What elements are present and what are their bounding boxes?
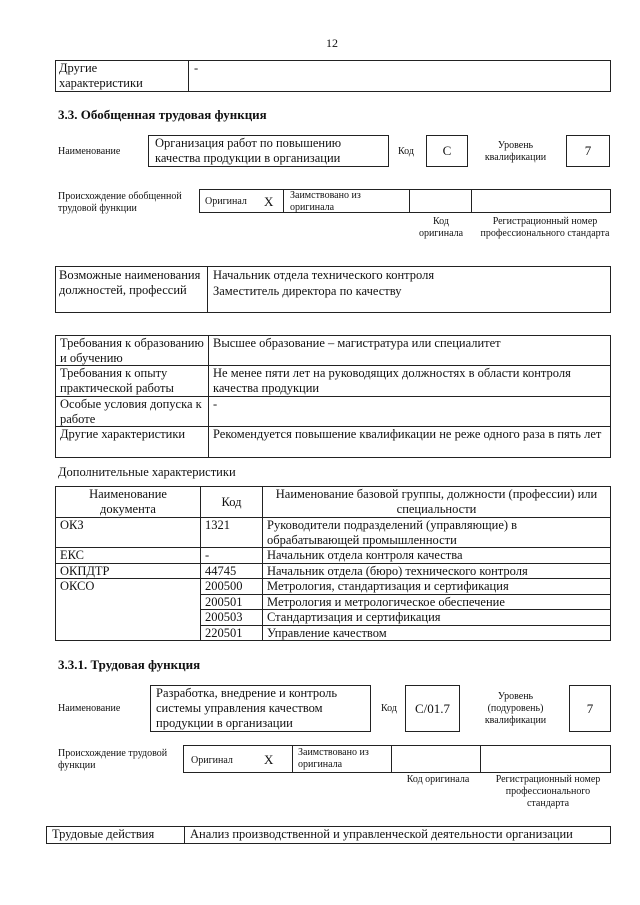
positions-label: Возможные наименования должностей, профессий (59, 268, 201, 297)
tf-code-value: С/01.7 (414, 701, 451, 716)
positions-value-2: Заместитель директора по качеству (213, 284, 402, 298)
level-value: 7 (584, 143, 592, 158)
name-value: Организация работ по повышению качества продукции в организации (155, 136, 342, 165)
row-doc: ОКЗ (56, 518, 201, 548)
level-label: Уровень квалификации (484, 140, 547, 163)
additional-table (55, 486, 611, 641)
section-3-3-heading: 3.3. Обобщенная трудовая функция (58, 107, 267, 122)
row-name: Управление качеством (263, 625, 611, 641)
tf-name-label: Наименование (58, 703, 121, 714)
top-characteristics-label: Другие характеристики (59, 61, 143, 90)
table-row (56, 548, 611, 564)
tf-level-label: Уровень (подуровень) квалификации (484, 691, 547, 726)
original-label: Оригинал (205, 196, 247, 207)
code-label: Код (398, 146, 414, 157)
row-code: 1321 (201, 518, 263, 548)
table-row (56, 366, 611, 397)
top-characteristics-value: - (194, 61, 199, 75)
header-name: Наименование базовой группы, должности (профессии) или специальности (263, 487, 611, 518)
origin-label: Происхождение обобщенной трудовой функции (58, 191, 182, 214)
tf-original-label: Оригинал (191, 755, 233, 766)
requirement-label: Другие характеристики (56, 427, 209, 458)
row-name: Стандартизация и сертификация (263, 610, 611, 626)
table-row (56, 336, 611, 366)
row-doc: ЕКС (56, 548, 201, 564)
actions-value: Анализ производственной и управленческой деятельности организации (190, 827, 573, 841)
table-row (56, 397, 611, 427)
row-name: Руководители подразделений (управляющие) в обрабатывающей промышленности (263, 518, 611, 548)
positions-value-1: Начальник отдела технического контроля (213, 268, 435, 282)
tf-name-value: Разработка, внедрение и контроль системы управления качеством продукции в организации (156, 686, 338, 730)
table-row (56, 518, 611, 548)
requirement-label: Требования к образованию и обучению (56, 336, 209, 366)
row-code: 200501 (201, 594, 263, 610)
row-name: Метрология и метрологическое обеспечение (263, 594, 611, 610)
table-row (56, 579, 611, 595)
section-3-3-1-heading: 3.3.1. Трудовая функция (58, 657, 201, 672)
tf-origin-code-caption: Код оригинала (406, 774, 470, 785)
reg-number-caption: Регистрационный номер профессионального стандарта (480, 216, 610, 239)
row-doc: ОКПДТР (56, 563, 201, 579)
row-code: 200503 (201, 610, 263, 626)
row-code: - (201, 548, 263, 564)
table-row (56, 427, 611, 458)
requirement-value: Высшее образование – магистратура или специалитет (209, 336, 611, 366)
additional-caption: Дополнительные характеристики (58, 465, 236, 479)
original-mark: X (264, 194, 274, 209)
tf-reg-number-caption: Регистрационный номер профессионального стандарта (495, 774, 601, 809)
borrowed-label: Заимствовано из оригинала (290, 190, 361, 213)
requirement-value: - (209, 397, 611, 427)
row-code: 44745 (201, 563, 263, 579)
actions-label: Трудовые действия (52, 827, 155, 841)
tf-borrowed-label: Заимствовано из оригинала (298, 747, 369, 770)
tf-code-label: Код (381, 703, 397, 714)
table-row (56, 563, 611, 579)
origin-code-caption: Код оригинала (418, 216, 464, 239)
header-code: Код (201, 487, 263, 518)
row-code: 200500 (201, 579, 263, 595)
requirements-table (55, 335, 611, 458)
name-label: Наименование (58, 146, 121, 157)
row-name: Метрология, стандартизация и сертификация (263, 579, 611, 595)
requirement-value: Рекомендуется повышение квалификации не реже одного раза в пять лет (209, 427, 611, 458)
row-doc: ОКСО (56, 579, 201, 641)
tf-origin-label: Происхождение трудовой функции (58, 748, 168, 771)
origin-table (199, 189, 611, 213)
tf-origin-table (183, 745, 611, 773)
header-doc: Наименование документа (56, 487, 201, 518)
code-value: С (442, 143, 452, 158)
tf-original-mark: X (264, 752, 274, 767)
requirement-label: Особые условия допуска к работе (56, 397, 209, 427)
requirement-value: Не менее пяти лет на руководящих должностях в области контроля качества продукции (209, 366, 611, 397)
table-header-row (56, 487, 611, 518)
requirement-label: Требования к опыту практической работы (56, 366, 209, 397)
page-number: 12 (326, 36, 338, 50)
row-name: Начальник отдела контроля качества (263, 548, 611, 564)
row-name: Начальник отдела (бюро) технического контроля (263, 563, 611, 579)
row-code: 220501 (201, 625, 263, 641)
tf-level-value: 7 (586, 701, 594, 716)
